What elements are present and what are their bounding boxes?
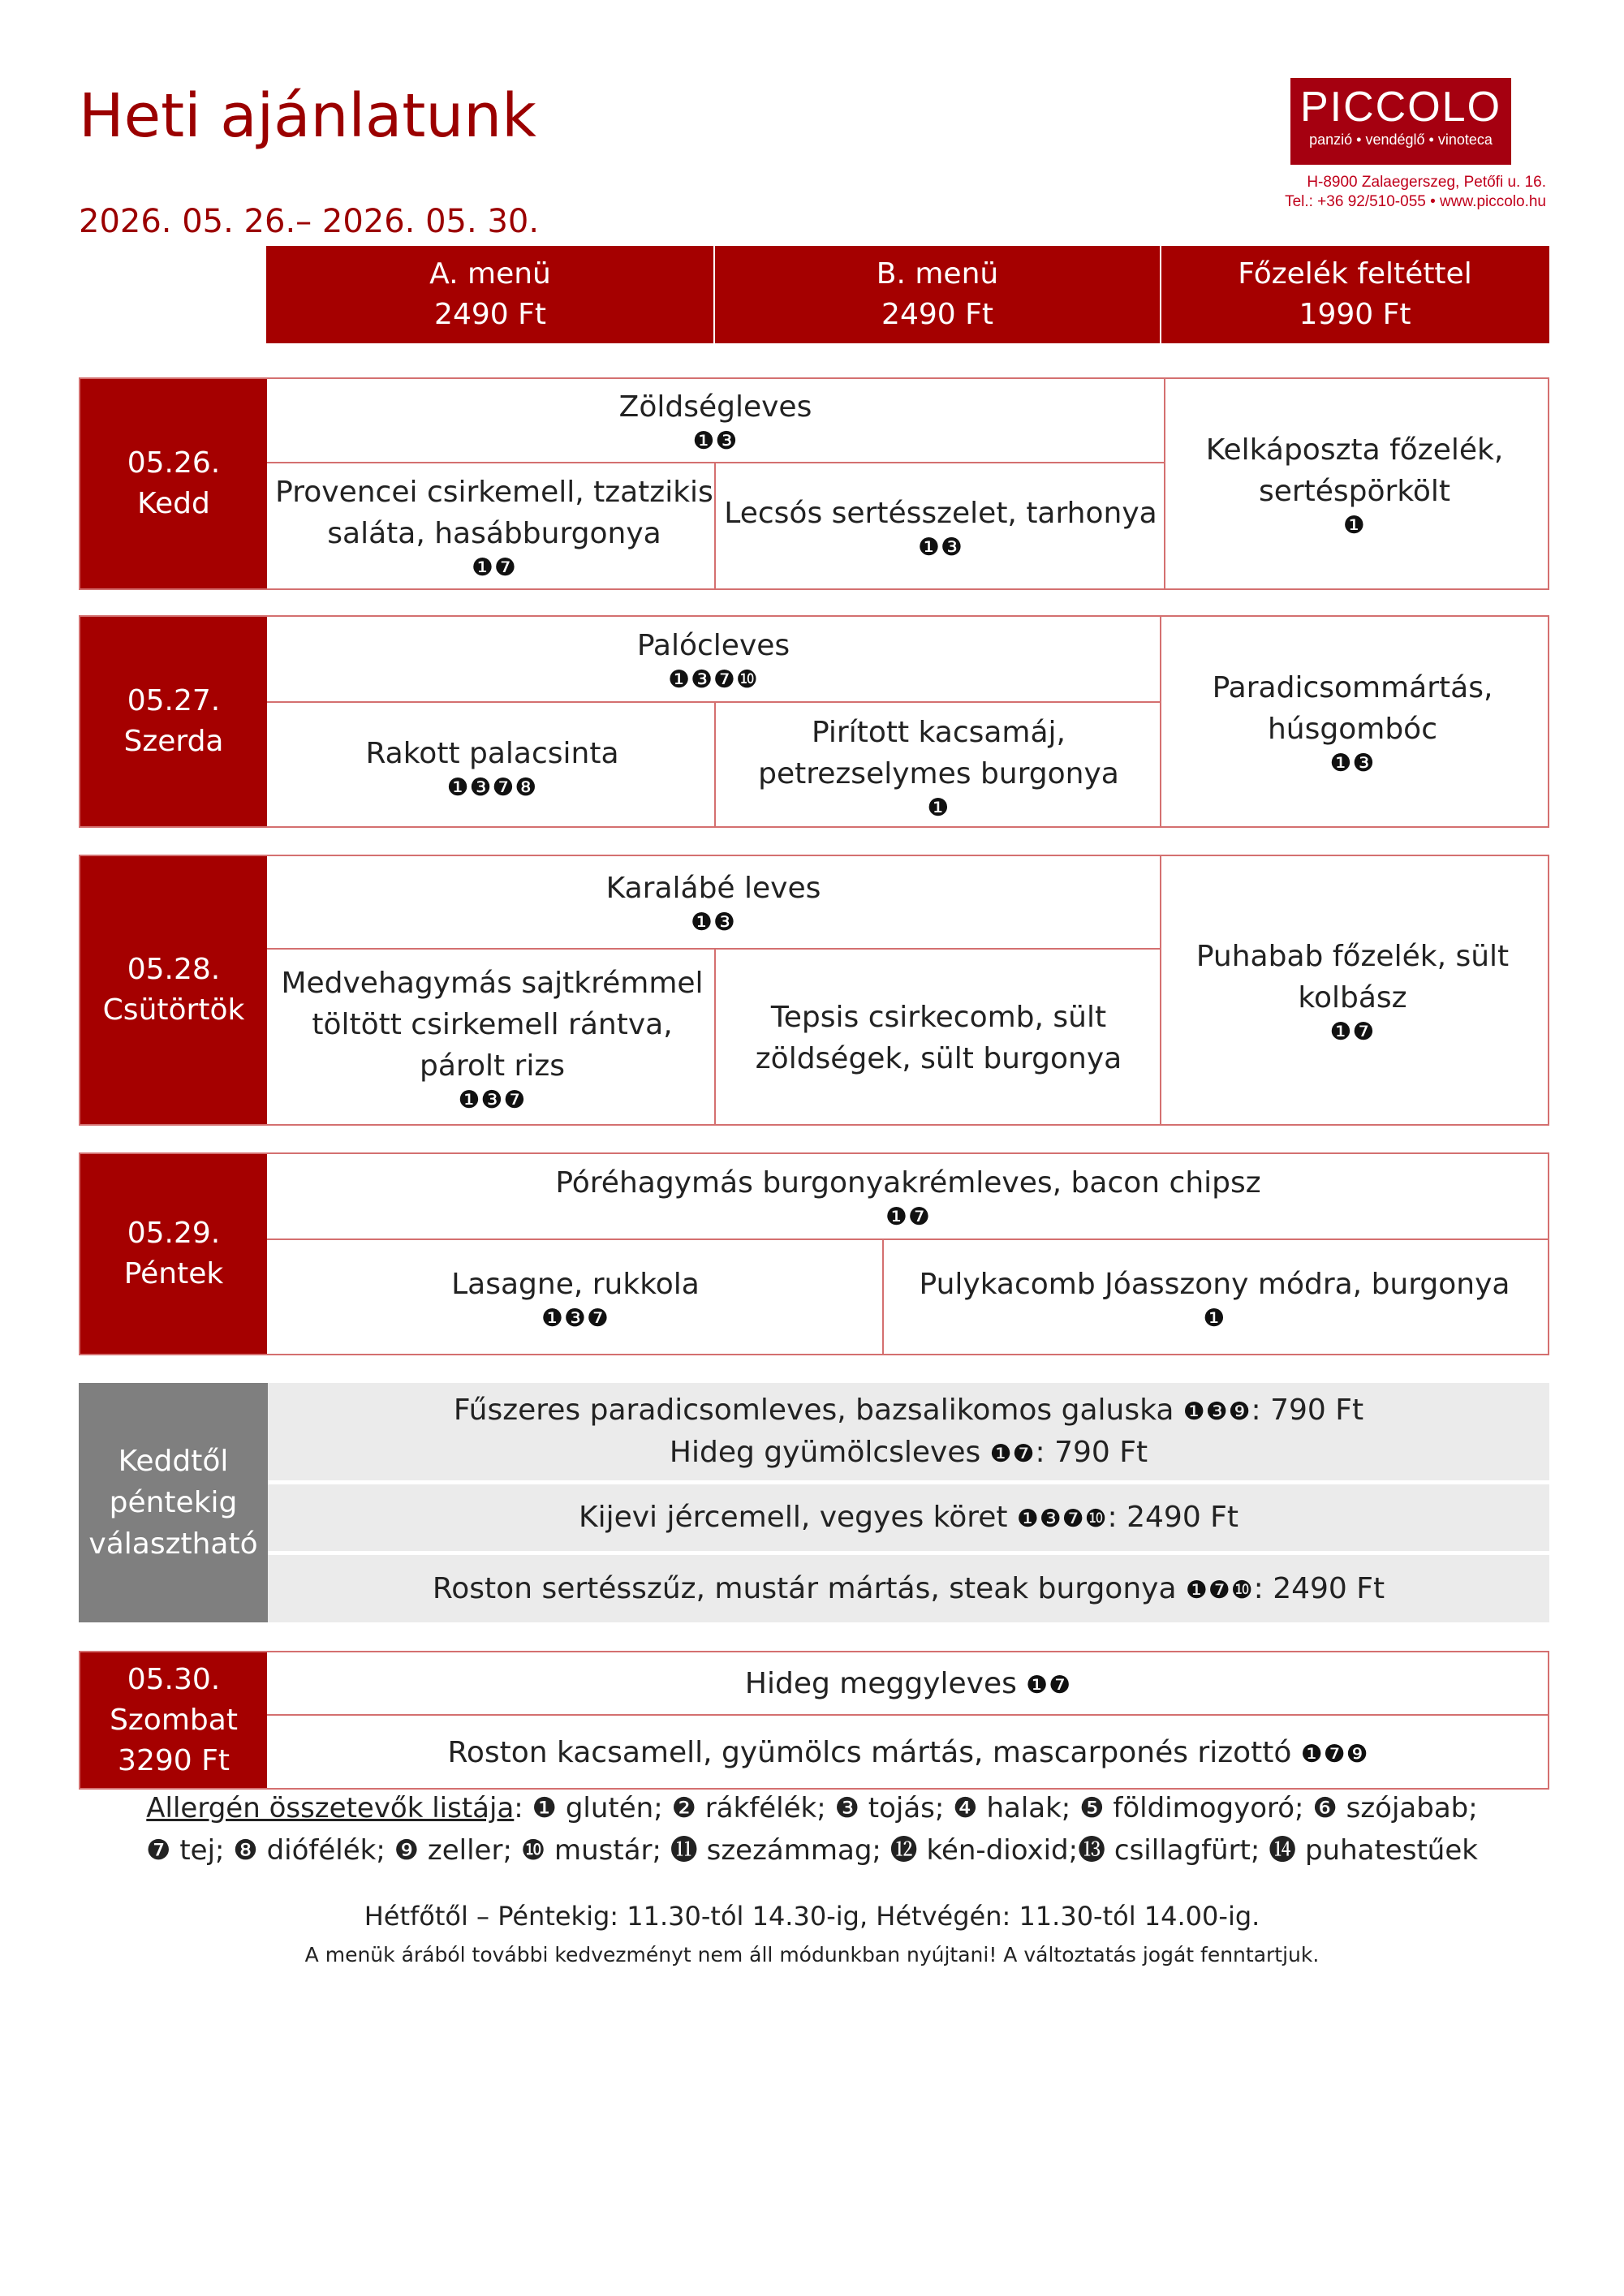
divider (714, 702, 716, 828)
divider (714, 463, 716, 590)
dish-name: Roston sertésszűz, mustár mártás, steak burgonya (432, 1571, 1186, 1605)
dish-name: Provencei csirkemell, tzatzikis saláta, hasábburgonya (275, 476, 713, 550)
date-range: 2026. 05. 26.– 2026. 05. 30. (79, 203, 540, 240)
allergen-icons: ❶ (1203, 1303, 1226, 1333)
dish-name: Rakott palacsinta (365, 736, 619, 770)
allergen-icons: ❶❼❾ (1300, 1740, 1369, 1768)
divider (1164, 379, 1165, 590)
menu-f-cell (1168, 617, 1537, 828)
allergen-icons: ❶❸❼❿ (668, 665, 759, 694)
divider (267, 1714, 1549, 1716)
allergen-icons: ❶❸ (692, 427, 739, 455)
soup-name: Hideg meggyleves (744, 1666, 1027, 1700)
dish-name: Lasagne, rukkola (451, 1267, 700, 1301)
column-header-a (266, 246, 714, 343)
day-date: 05.27. (127, 684, 221, 717)
column-price: 2490 Ft (434, 298, 546, 331)
allergen-icons: ❶ (927, 794, 950, 822)
menu-b-cell (722, 950, 1156, 1126)
divider (267, 948, 1160, 950)
dish-name: Puhabab főzelék, sült kolbász (1195, 940, 1510, 1014)
dish-name: Kijevi jércemell, vegyes köret (578, 1501, 1017, 1534)
weekly-main-2-row (268, 1555, 1549, 1622)
opening-hours: Hétfőtől – Péntekig: 11.30-tól 14.30-ig, Hétvégén: 11.30-tól 14.00-ig. (364, 1901, 1260, 1932)
allergen-icons: ❶❸ (691, 908, 736, 937)
column-price: 2490 Ft (881, 298, 993, 331)
allergen-legend-title: Allergén összetevők listája (146, 1792, 515, 1824)
soup-name: Póréhagymás burgonyakrémleves, bacon chipsz (555, 1165, 1261, 1200)
allergen-legend-line-2: ❼ tej; ❽ diófélék; ❾ zeller; ❿ mustár; ⓫ szezámmag; ⓬ kén-dioxid;⓭ csillagfürt; ⓮ puhatestűek (146, 1834, 1478, 1867)
allergen-icons: ❶❼ (1329, 1018, 1376, 1046)
menu-b-cell (717, 463, 1164, 590)
day-block-saturday (79, 1651, 1549, 1790)
dish-name: Hideg gyümölcsleves (669, 1436, 990, 1469)
saturday-main (447, 1732, 1368, 1773)
allergen-icons: ❶❼ (989, 1440, 1036, 1468)
day-block-thursday (79, 855, 1549, 1126)
menu-b-cell (884, 1240, 1545, 1355)
day-date: 05.30. (127, 1662, 221, 1696)
soup-name: Zöldségleves (618, 390, 812, 424)
column-name: A. menü (429, 257, 551, 291)
allergen-icons: ❶❼ (885, 1202, 931, 1231)
main-cell (267, 1716, 1549, 1790)
day-block-tuesday (79, 377, 1549, 590)
allergen-legend-line: : ❶ glutén; ❷ rákfélék; ❸ tojás; ❹ halak; ❺ földimogyoró; ❻ szójabab; (514, 1792, 1478, 1824)
day-date: 05.28. (127, 953, 221, 986)
dish-name: Medvehagymás sajtkrémmel töltött csirkemell rántva, párolt rizs (281, 966, 704, 1083)
dish-name: Paradicsommártás, húsgombóc (1212, 671, 1493, 746)
logo-name: PICCOLO (1299, 84, 1502, 131)
divider (1160, 856, 1161, 1126)
divider (1160, 617, 1161, 828)
soup-cell (267, 617, 1160, 701)
day-name: Szerda (123, 725, 224, 758)
menu-b-cell (717, 706, 1160, 828)
column-header-f (1161, 246, 1549, 343)
allergen-icons: ❶❸❼❿ (1016, 1505, 1108, 1533)
day-block-wednesday (79, 615, 1549, 828)
day-label (80, 379, 267, 588)
day-label (80, 617, 267, 826)
weekly-label-line: választható (88, 1527, 258, 1561)
allergen-icons: ❶❸ (1329, 749, 1376, 778)
soup-name: Karalábé leves (605, 872, 821, 905)
soup-cell (267, 1652, 1549, 1714)
allergen-icons: ❶❼ (1026, 1670, 1072, 1699)
day-date: 05.26. (127, 446, 221, 480)
weekly-main-1-row (268, 1484, 1549, 1551)
divider (267, 701, 1160, 703)
divider (267, 1238, 1549, 1240)
menu-f-cell (1168, 856, 1537, 1126)
menu-a-cell (271, 1240, 880, 1355)
column-name: Főzelék feltéttel (1238, 257, 1472, 291)
day-label (80, 1652, 267, 1788)
column-price: 1990 Ft (1299, 298, 1411, 331)
header-divider (1160, 246, 1161, 343)
day-date: 05.29. (127, 1217, 221, 1250)
menu-a-cell (275, 950, 709, 1126)
day-label (80, 856, 267, 1124)
column-header-b (714, 246, 1161, 343)
saturday-soup (745, 1663, 1071, 1704)
allergen-icons: ❶❼ (472, 554, 517, 582)
allergen-icons: ❶❸❾ (1182, 1398, 1251, 1426)
allergen-icons: ❶❸❼ (541, 1303, 610, 1333)
dish-price: : 2490 Ft (1253, 1571, 1385, 1605)
dish-name: Lecsós sertésszelet, tarhonya (724, 496, 1157, 530)
weekly-main-1 (579, 1497, 1238, 1539)
dish-price: : 2490 Ft (1107, 1501, 1239, 1534)
allergen-icons: ❶❸❼❽ (446, 773, 538, 802)
divider (882, 1239, 884, 1355)
page-title: Heti ajánlatunk (79, 81, 536, 151)
menu-a-cell (275, 463, 713, 590)
menu-f-cell (1172, 379, 1537, 590)
dish-name: Tepsis csirkecomb, sült zöldségek, sült burgonya (755, 1001, 1122, 1075)
day-name: Kedd (137, 487, 210, 520)
dish-price: : 790 Ft (1035, 1436, 1148, 1469)
weekly-soup-2 (670, 1432, 1148, 1474)
soup-cell (267, 1154, 1549, 1238)
column-name: B. menü (876, 257, 999, 291)
day-name: Csütörtök (102, 993, 245, 1027)
dish-price: : 790 Ft (1251, 1394, 1364, 1427)
weekly-soups-row (268, 1383, 1549, 1480)
footer-note: A menük árából további kedvezményt nem áll módunkban nyújtani! A változtatás jogát fenntartjuk. (304, 1943, 1320, 1966)
weekly-soup-1 (454, 1389, 1363, 1432)
weekly-label (79, 1383, 268, 1622)
divider (714, 949, 716, 1126)
allergen-icons: ❶❸ (918, 532, 963, 562)
day-name: Péntek (123, 1257, 224, 1290)
dish-name: Kelkáposzta főzelék, sertéspörkölt (1205, 433, 1504, 508)
address: H-8900 Zalaegerszeg, Petőfi u. 16. (1307, 174, 1546, 191)
day-block-friday (79, 1152, 1549, 1355)
soup-cell (267, 379, 1164, 463)
dish-name: Roston kacsamell, gyümölcs mártás, mascarponés rizottó (447, 1736, 1301, 1769)
logo-tagline: panzió • vendéglő • vinoteca (1309, 131, 1493, 148)
dish-name: Fűszeres paradicsomleves, bazsalikomos galuska (453, 1394, 1183, 1427)
day-name: Szombat (110, 1703, 238, 1737)
piccolo-logo (1290, 78, 1511, 165)
soup-cell (267, 856, 1160, 948)
dish-name: Pulykacomb Jóasszony módra, burgonya (919, 1267, 1510, 1301)
dish-name: Pirított kacsamáj, petrezselymes burgonya (758, 716, 1119, 790)
soup-name: Palócleves (636, 628, 790, 662)
day-label (80, 1154, 267, 1354)
contact: Tel.: +36 92/510-055 • www.piccolo.hu (1285, 193, 1546, 210)
day-price: 3290 Ft (118, 1743, 230, 1777)
allergen-icons: ❶ (1343, 511, 1366, 540)
header-divider (713, 246, 715, 343)
weekly-main-2 (433, 1568, 1385, 1610)
weekly-label-line: péntekig (109, 1486, 238, 1519)
allergen-icons: ❶❼❿ (1185, 1575, 1254, 1605)
allergen-icons: ❶❸❼ (458, 1085, 527, 1114)
weekly-label-line: Keddtől (118, 1445, 229, 1478)
allergen-legend (0, 1787, 1624, 1829)
menu-a-cell (271, 706, 713, 828)
